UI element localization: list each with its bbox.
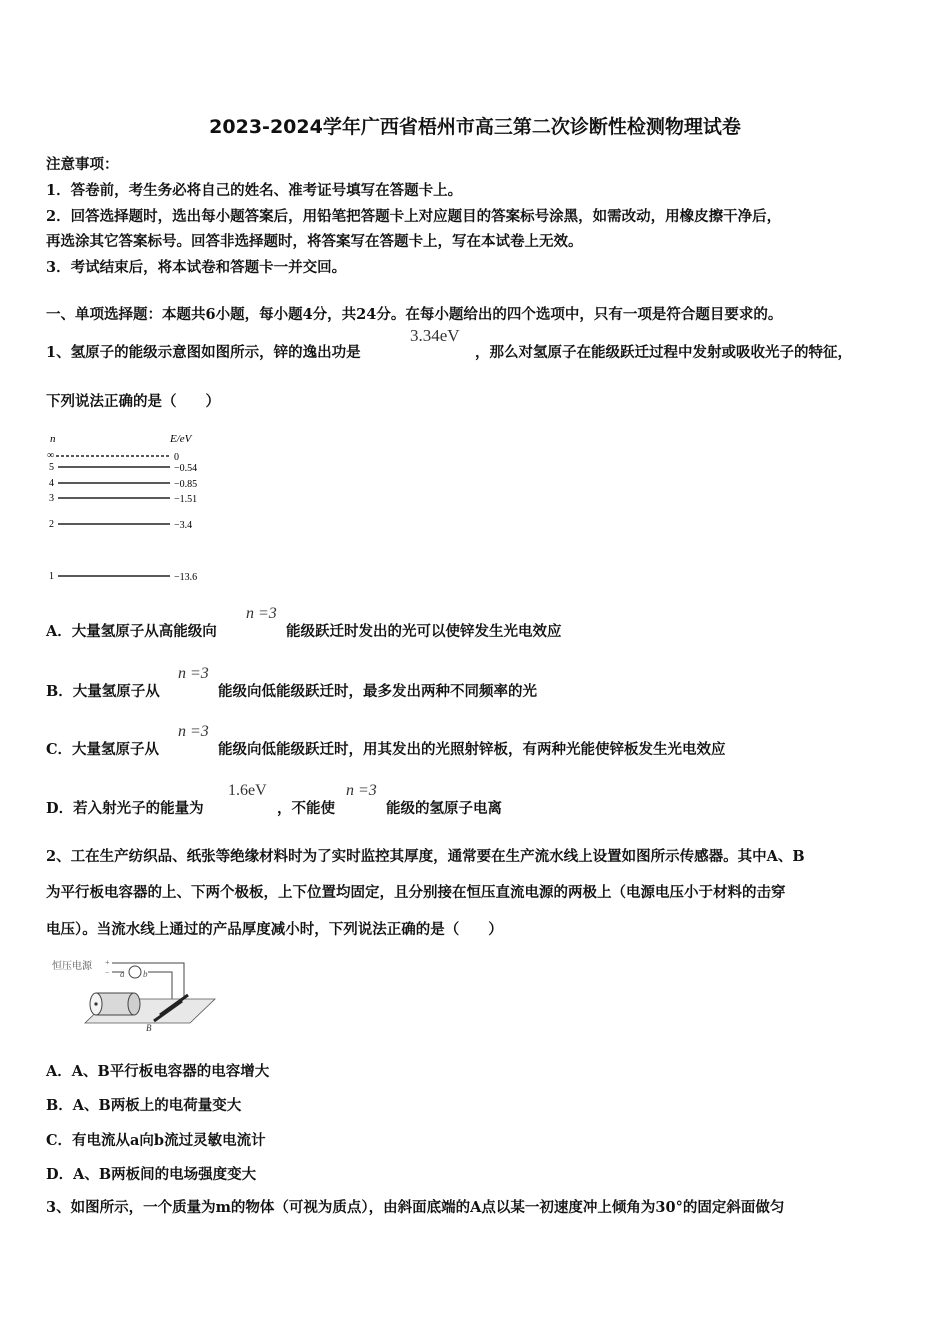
q1-option-a-post: 能级跃迁时发出的光可以使锌发生光电效应 <box>286 623 562 640</box>
q2-stem-line: 2、工在生产纺织品、纸张等绝缘材料时为了实时监控其厚度，通常要在生产流水线上设置如图所示传感器。其中A、B <box>46 848 805 865</box>
q1-option-c-pre: C．大量氢原子从 <box>46 741 160 758</box>
section-heading: 一、单项选择题：本题共6小题，每小题4分，共24分。在每小题给出的四个选项中，只有一项是符合题目要求的。 <box>46 306 783 323</box>
q1-option-b-pre: B．大量氢原子从 <box>46 683 160 700</box>
notice-item: 2．回答选择题时，选出每小题答案后，用铅笔把答题卡上对应题目的答案标号涂黑，如需改动，用橡皮擦干净后， <box>46 208 782 225</box>
q1-option-a-formula: n =3 <box>246 605 277 622</box>
level-energy-label: −0.54 <box>174 463 198 474</box>
level-n-label: 3 <box>49 493 54 504</box>
plate-b-label: B <box>146 1023 152 1033</box>
source-label: 恒压电源 <box>52 961 92 972</box>
page-title: 2023-2024学年广西省梧州市高三第二次诊断性检测物理试卷 <box>209 116 741 138</box>
n-axis-label: n <box>50 433 56 445</box>
q2-option-d[interactable]: D．A、B两板间的电场强度变大 <box>46 1166 257 1183</box>
level-n-label: 1 <box>49 571 54 582</box>
q3-stem: 3、如图所示，一个质量为m的物体（可视为质点），由斜面底端的A点以某一初速度冲上倾角为30°的固定斜面做匀 <box>46 1199 785 1216</box>
q1-option-b[interactable] <box>46 680 160 701</box>
q1-stem-part3: 下列说法正确的是（ ） <box>46 393 220 410</box>
q1-stem-part2: ，那么对氢原子在能级跃迁过程中发射或吸收光子的特征， <box>475 344 852 361</box>
notice-item: 3．考试结束后，将本试卷和答题卡一并交回。 <box>46 259 347 276</box>
q2-option-b[interactable]: B．A、B两板上的电荷量变大 <box>46 1097 242 1114</box>
q1-option-a[interactable] <box>46 620 217 641</box>
capacitor-sensor-figure <box>50 955 225 1033</box>
level-n-label: 4 <box>49 478 54 489</box>
q1-option-d-post: 能级的氢原子电离 <box>386 800 502 817</box>
q1-option-b-formula: n =3 <box>178 665 209 682</box>
terminal-a-label: a <box>120 969 125 979</box>
notice-item: 1．答卷前，考生务必将自己的姓名、准考证号填写在答题卡上。 <box>46 182 463 199</box>
level-n-label: ∞ <box>47 450 55 461</box>
galvanometer-icon <box>129 966 141 978</box>
plus-sign: + <box>105 958 110 967</box>
level-n-label: 5 <box>49 462 54 473</box>
energy-axis-label: E/eV <box>170 433 192 445</box>
q2-option-a[interactable]: A．A、B平行板电容器的电容增大 <box>46 1063 270 1080</box>
q1-option-a-pre: A．大量氢原子从高能级向 <box>46 623 217 640</box>
energy-level-diagram <box>44 430 224 590</box>
q1-option-d-formula2: n =3 <box>346 782 377 799</box>
q1-option-d-mid: ，不能使 <box>277 800 335 817</box>
q2-stem-line: 为平行板电容器的上、下两个极板，上下位置均固定，且分别接在恒压直流电源的两极上（电源电压小于材料的击穿 <box>46 884 786 901</box>
q1-option-b-post: 能级向低能级跃迁时，最多发出两种不同频率的光 <box>218 683 537 700</box>
q1-option-c[interactable] <box>46 738 159 759</box>
level-energy-label: −13.6 <box>174 572 198 583</box>
minus-sign: − <box>105 968 110 977</box>
level-energy-label: 0 <box>174 452 179 463</box>
level-n-label: 2 <box>49 519 54 530</box>
q1-option-c-formula: n =3 <box>178 723 209 740</box>
q1-option-d-pre: D．若入射光子的能量为 <box>46 800 204 817</box>
notice-heading: 注意事项： <box>46 156 119 173</box>
q1-option-c-post: 能级向低能级跃迁时，用其发出的光照射锌板，有两种光能使锌板发生光电效应 <box>218 741 726 758</box>
q2-stem-line: 电压）。当流水线上通过的产品厚度减小时，下列说法正确的是（ ） <box>46 921 503 938</box>
q1-option-d[interactable] <box>46 797 204 818</box>
level-energy-label: −1.51 <box>174 494 198 505</box>
level-energy-label: −0.85 <box>174 479 198 490</box>
q1-option-d-formula1: 1.6eV <box>228 782 267 799</box>
notice-item: 再选涂其它答案标号。回答非选择题时，将答案写在答题卡上，写在本试卷上无效。 <box>46 233 583 250</box>
terminal-b-label: b <box>143 969 148 979</box>
level-energy-label: −3.4 <box>174 520 193 531</box>
q1-work-function: 3.34eV <box>410 326 460 345</box>
q1-stem-part1: 1、氢原子的能级示意图如图所示，锌的逸出功是 <box>46 344 361 361</box>
q2-option-c[interactable]: C．有电流从a向b流过灵敏电流计 <box>46 1132 266 1149</box>
